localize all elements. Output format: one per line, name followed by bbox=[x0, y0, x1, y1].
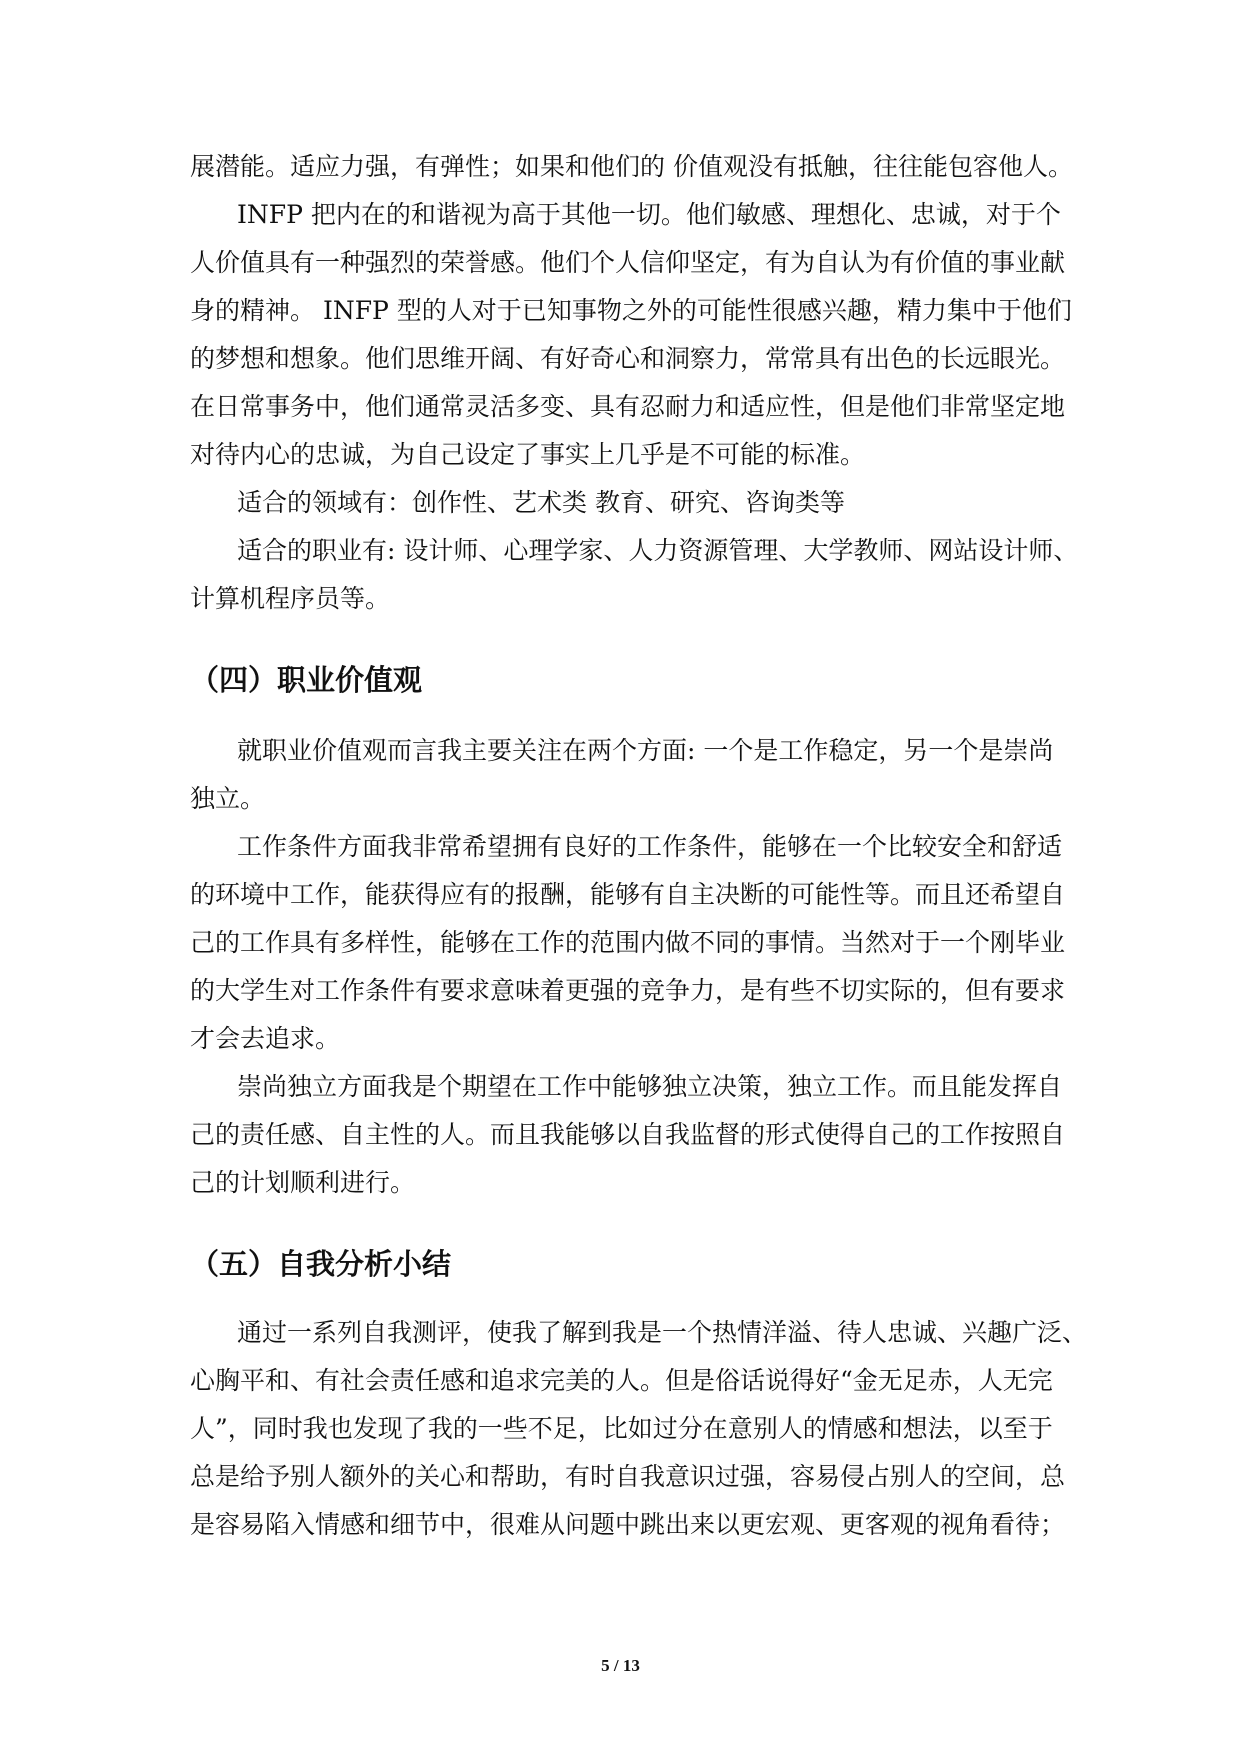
page-number: 5 / 13 bbox=[601, 1656, 640, 1675]
text-line: 身的精神。 INFP 型的人对于已知事物之外的可能性很感兴趣，精力集中于他们 bbox=[190, 296, 1072, 325]
text-line: 己的计划顺利进行。 bbox=[190, 1168, 416, 1197]
text-line: 在日常事务中，他们通常灵活多变、具有忍耐力和适应性，但是他们非常坚定地 bbox=[190, 392, 1066, 421]
text-line: 工作条件方面我非常希望拥有良好的工作条件，能够在一个比较安全和舒适 bbox=[237, 832, 1063, 861]
text-line: 人”，同时我也发现了我的一些不足，比如过分在意别人的情感和想法，以至于 bbox=[190, 1414, 1053, 1443]
text-line: 适合的职业有: 设计师、心理学家、人力资源管理、大学教师、网站设计师、 bbox=[237, 536, 1079, 565]
text-line: 展潜能。适应力强，有弹性；如果和他们的 价值观没有抵触，往往能包容他人。 bbox=[190, 152, 1073, 181]
text-line: 总是给予别人额外的关心和帮助，有时自我意识过强，容易侵占别人的空间，总 bbox=[190, 1462, 1066, 1491]
text-line: 己的责任感、自主性的人。而且我能够以自我监督的形式使得自己的工作按照自 bbox=[190, 1120, 1066, 1149]
text-line: 才会去追求。 bbox=[190, 1024, 341, 1053]
text-line: 心胸平和、有社会责任感和追求完美的人。但是俗话说得好“金无足赤，人无完 bbox=[190, 1366, 1053, 1395]
text-line: 独立。 bbox=[190, 784, 266, 813]
text-line: INFP 把内在的和谐视为高于其他一切。他们敏感、理想化、忠诚，对于个 bbox=[237, 200, 1061, 229]
text-line: 的梦想和想象。他们思维开阔、有好奇心和洞察力，常常具有出色的长远眼光。 bbox=[190, 344, 1066, 373]
section-heading-4: （四）职业价值观 bbox=[190, 663, 423, 697]
text-line: 的环境中工作，能获得应有的报酬，能够有自主决断的可能性等。而且还希望自 bbox=[190, 880, 1066, 909]
text-line: 通过一系列自我测评，使我了解到我是一个热情洋溢、待人忠诚、兴趣广泛、 bbox=[237, 1318, 1088, 1347]
text-line: 就职业价值观而言我主要关注在两个方面: 一个是工作稳定，另一个是崇尚 bbox=[237, 736, 1054, 765]
text-line: 适合的领域有：创作性、艺术类 教育、研究、咨询类等 bbox=[237, 488, 845, 517]
text-line: 人价值具有一种强烈的荣誉感。他们个人信仰坚定，有为自认为有价值的事业献 bbox=[190, 248, 1066, 277]
text-line: 对待内心的忠诚，为自己设定了事实上几乎是不可能的标准。 bbox=[190, 440, 866, 469]
text-line: 计算机程序员等。 bbox=[190, 584, 391, 613]
text-line: 是容易陷入情感和细节中，很难从问题中跳出来以更宏观、更客观的视角看待； bbox=[190, 1510, 1066, 1539]
text-line: 崇尚独立方面我是个期望在工作中能够独立决策，独立工作。而且能发挥自 bbox=[237, 1072, 1063, 1101]
text-line: 己的工作具有多样性，能够在工作的范围内做不同的事情。当然对于一个刚毕业 bbox=[190, 928, 1066, 957]
text-line: 的大学生对工作条件有要求意味着更强的竞争力，是有些不切实际的，但有要求 bbox=[190, 976, 1066, 1005]
section-heading-5: （五）自我分析小结 bbox=[190, 1247, 452, 1281]
